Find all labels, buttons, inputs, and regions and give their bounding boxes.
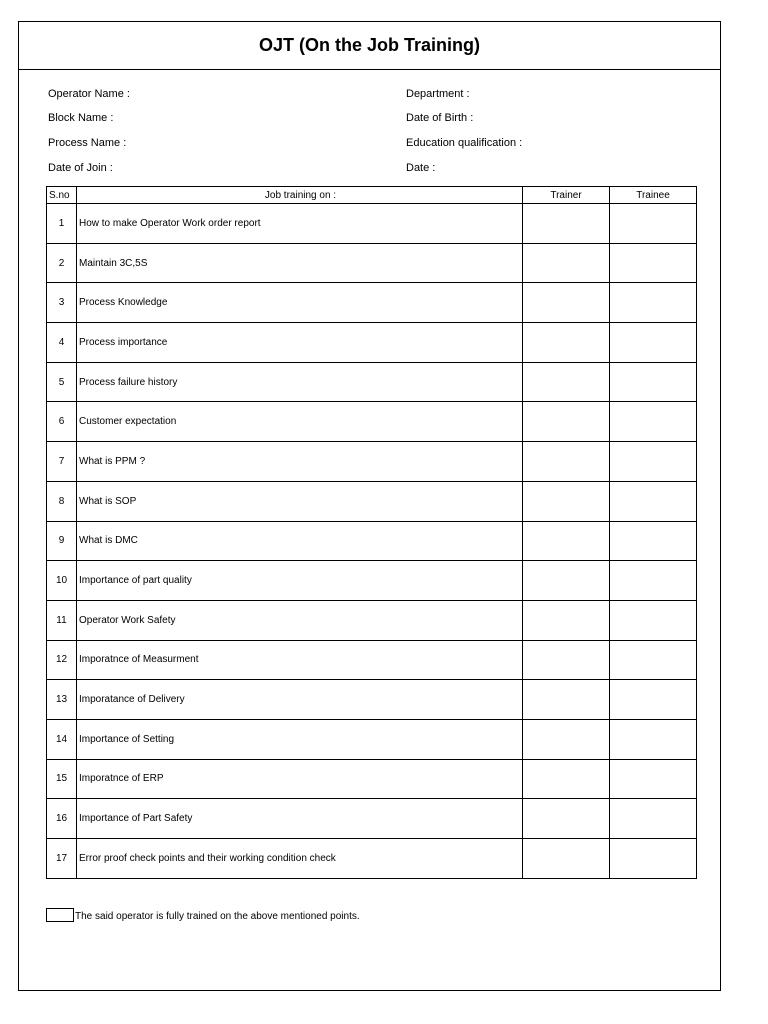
table-row bbox=[47, 362, 697, 402]
trained-checkbox[interactable] bbox=[46, 908, 74, 922]
trainee-signature-cell[interactable] bbox=[610, 799, 697, 839]
trainer-signature-cell[interactable] bbox=[523, 442, 610, 482]
table-row bbox=[47, 600, 697, 640]
trainee-signature-cell[interactable] bbox=[610, 243, 697, 283]
trainer-signature-cell[interactable] bbox=[523, 521, 610, 561]
date-of-birth-label: Date of Birth : bbox=[406, 112, 474, 124]
trainee-signature-cell[interactable] bbox=[610, 402, 697, 442]
confirmation-text: The said operator is fully trained on the above mentioned points. bbox=[75, 911, 360, 922]
row-topic: How to make Operator Work order report bbox=[77, 204, 523, 244]
training-table bbox=[46, 186, 697, 879]
row-sno: 17 bbox=[47, 839, 77, 879]
table-row bbox=[47, 402, 697, 442]
table-row bbox=[47, 759, 697, 799]
row-sno: 5 bbox=[47, 362, 77, 402]
row-topic: What is DMC bbox=[77, 521, 523, 561]
row-sno: 3 bbox=[47, 283, 77, 323]
trainer-signature-cell[interactable] bbox=[523, 719, 610, 759]
row-topic: Process Knowledge bbox=[77, 283, 523, 323]
header-trainer: Trainer bbox=[523, 187, 610, 204]
row-sno: 1 bbox=[47, 204, 77, 244]
trainer-signature-cell[interactable] bbox=[523, 680, 610, 720]
table-row bbox=[47, 204, 697, 244]
row-topic: Importance of Setting bbox=[77, 719, 523, 759]
trainee-signature-cell[interactable] bbox=[610, 600, 697, 640]
table-row bbox=[47, 481, 697, 521]
table-row bbox=[47, 640, 697, 680]
trainer-signature-cell[interactable] bbox=[523, 640, 610, 680]
trainee-signature-cell[interactable] bbox=[610, 442, 697, 482]
trainer-signature-cell[interactable] bbox=[523, 799, 610, 839]
department-label: Department : bbox=[406, 88, 470, 100]
table-row bbox=[47, 839, 697, 879]
trainer-signature-cell[interactable] bbox=[523, 323, 610, 363]
row-sno: 16 bbox=[47, 799, 77, 839]
row-sno: 9 bbox=[47, 521, 77, 561]
row-topic: Imporatnce of Measurment bbox=[77, 640, 523, 680]
date-label: Date : bbox=[406, 162, 436, 174]
row-sno: 4 bbox=[47, 323, 77, 363]
trainee-signature-cell[interactable] bbox=[610, 204, 697, 244]
table-row bbox=[47, 283, 697, 323]
trainee-signature-cell[interactable] bbox=[610, 362, 697, 402]
row-sno: 13 bbox=[47, 680, 77, 720]
row-topic: Process failure history bbox=[77, 362, 523, 402]
table-header-row bbox=[47, 187, 697, 204]
table-row bbox=[47, 521, 697, 561]
trainee-signature-cell[interactable] bbox=[610, 680, 697, 720]
row-sno: 7 bbox=[47, 442, 77, 482]
trainer-signature-cell[interactable] bbox=[523, 481, 610, 521]
trainer-signature-cell[interactable] bbox=[523, 600, 610, 640]
row-sno: 8 bbox=[47, 481, 77, 521]
trainer-signature-cell[interactable] bbox=[523, 243, 610, 283]
date-of-join-label: Date of Join : bbox=[48, 162, 113, 174]
table-row bbox=[47, 719, 697, 759]
trainee-signature-cell[interactable] bbox=[610, 481, 697, 521]
row-sno: 2 bbox=[47, 243, 77, 283]
row-topic: Importance of Part Safety bbox=[77, 799, 523, 839]
header-topic: Job training on : bbox=[77, 187, 523, 204]
trainer-signature-cell[interactable] bbox=[523, 283, 610, 323]
operator-name-label: Operator Name : bbox=[48, 88, 130, 100]
trainer-signature-cell[interactable] bbox=[523, 204, 610, 244]
table-row bbox=[47, 680, 697, 720]
trainer-signature-cell[interactable] bbox=[523, 839, 610, 879]
trainee-signature-cell[interactable] bbox=[610, 521, 697, 561]
row-topic: Importance of part quality bbox=[77, 561, 523, 601]
row-topic: Error proof check points and their working condition check bbox=[77, 839, 523, 879]
row-sno: 14 bbox=[47, 719, 77, 759]
row-topic: Maintain 3C,5S bbox=[77, 243, 523, 283]
table-row bbox=[47, 442, 697, 482]
row-sno: 12 bbox=[47, 640, 77, 680]
row-sno: 11 bbox=[47, 600, 77, 640]
trainee-signature-cell[interactable] bbox=[610, 323, 697, 363]
process-name-label: Process Name : bbox=[48, 137, 127, 149]
table-row bbox=[47, 323, 697, 363]
trainee-signature-cell[interactable] bbox=[610, 640, 697, 680]
row-topic: What is SOP bbox=[77, 481, 523, 521]
header-sno: S.no bbox=[47, 187, 77, 204]
table-row bbox=[47, 243, 697, 283]
row-topic: What is PPM ? bbox=[77, 442, 523, 482]
form-title: OJT (On the Job Training) bbox=[19, 22, 720, 70]
trainee-signature-cell[interactable] bbox=[610, 561, 697, 601]
trainee-signature-cell[interactable] bbox=[610, 719, 697, 759]
row-sno: 6 bbox=[47, 402, 77, 442]
row-topic: Imporatance of Delivery bbox=[77, 680, 523, 720]
row-topic: Imporatnce of ERP bbox=[77, 759, 523, 799]
table-row bbox=[47, 561, 697, 601]
trainer-signature-cell[interactable] bbox=[523, 561, 610, 601]
trainee-signature-cell[interactable] bbox=[610, 839, 697, 879]
trainer-signature-cell[interactable] bbox=[523, 759, 610, 799]
trainee-signature-cell[interactable] bbox=[610, 283, 697, 323]
trainer-signature-cell[interactable] bbox=[523, 402, 610, 442]
header-trainee: Trainee bbox=[610, 187, 697, 204]
table-row bbox=[47, 799, 697, 839]
trainer-signature-cell[interactable] bbox=[523, 362, 610, 402]
row-sno: 15 bbox=[47, 759, 77, 799]
row-sno: 10 bbox=[47, 561, 77, 601]
trainee-signature-cell[interactable] bbox=[610, 759, 697, 799]
row-topic: Operator Work Safety bbox=[77, 600, 523, 640]
education-label: Education qualification : bbox=[406, 137, 523, 149]
block-name-label: Block Name : bbox=[48, 112, 114, 124]
row-topic: Customer expectation bbox=[77, 402, 523, 442]
row-topic: Process importance bbox=[77, 323, 523, 363]
